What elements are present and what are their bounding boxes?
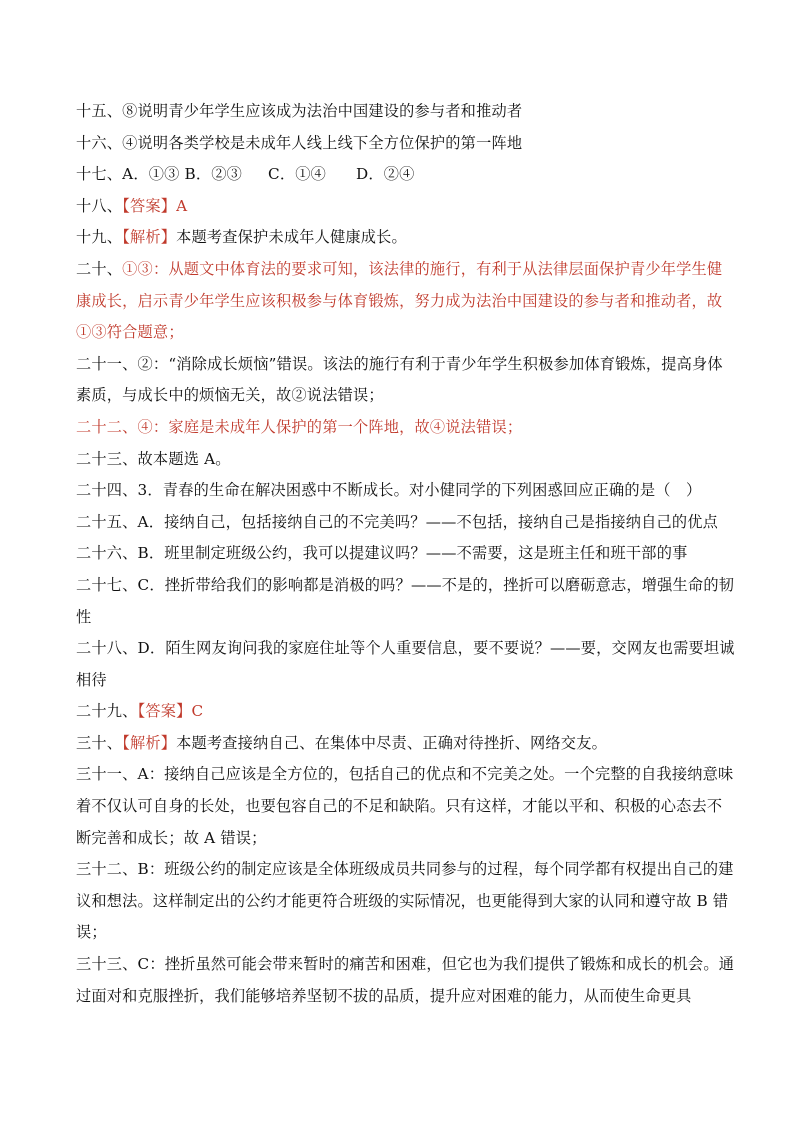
line-16: 十六、④说明各类学校是未成年人线上线下全方位保护的第一阵地	[76, 133, 523, 152]
line-30-analysis	[76, 728, 736, 760]
line-23: 二十三、故本题选 A。	[76, 449, 231, 468]
line-28: 二十八、D．陌生网友询问我的家庭住址等个人重要信息，要不要说？——要，交网友也需要坦诚相待	[76, 639, 735, 689]
line-33: 三十三、C：挫折虽然可能会带来暂时的痛苦和困难，但它也为我们提供了锻炼和成长的机会。通过面对和克服挫折，我们能够培养坚韧不拔的品质，提升应对困难的能力，从而使生命更具	[76, 955, 735, 1005]
option-d: D．②④	[356, 165, 415, 184]
analysis-text: 本题考查接纳自己、在集体中尽责、正确对待挫折、网络交友。	[176, 733, 607, 752]
line-prefix: 十八、	[76, 196, 123, 215]
line-25: 二十五、A．接纳自己，包括接纳自己的不完美吗？——不包括，接纳自己是指接纳自己的优点	[76, 512, 719, 531]
document-page	[76, 96, 736, 1012]
line-21: 二十一、②：“消除成长烦恼”错误。该法的施行有利于青少年学生积极参加体育锻炼，提高身体素质，与成长中的烦恼无关，故②说法错误；	[76, 354, 723, 405]
line-prefix: 十九、	[76, 228, 123, 247]
line-prefix: 二十、	[76, 259, 123, 278]
line-18-answer	[76, 191, 736, 223]
analysis-label: 【解析】	[122, 228, 177, 247]
line-22: 二十二、④：家庭是未成年人保护的第一个阵地，故④说法错误；	[76, 417, 523, 436]
line-29-answer	[76, 696, 736, 728]
line-24-question: 二十四、3．青春的生命在解决困惑中不断成长。对小健同学的下列困惑回应正确的是（ ）	[76, 481, 702, 500]
line-15: 十五、⑧说明青少年学生应该成为法治中国建设的参与者和推动者	[76, 102, 523, 120]
analysis-text: 本题考查保护未成年人健康成长。	[176, 228, 407, 247]
option-c: C．①④	[268, 165, 327, 184]
line-27: 二十七、C．挫折带给我们的影响都是消极的吗？——不是的，挫折可以磨砺意志，增强生命的韧性	[76, 575, 735, 626]
answer-label: 【答案】A	[122, 196, 188, 215]
line-20	[76, 254, 736, 349]
line-17-options	[76, 159, 736, 191]
options-ab: 十七、A．①③ B．②③	[76, 165, 243, 184]
line-31: 三十一、A：接纳自己应该是全方位的，包括自己的优点和不完美之处。一个完整的自我接纳意味着不仅认可自身的长处，也要包容自己的不足和缺陷。只有这样，才能以平和、积极的心态去不断完善和成长；故 A 错误；	[76, 765, 734, 847]
line-26: 二十六、B．班里制定班级公约，我可以提建议吗？——不需要，这是班主任和班干部的事	[76, 544, 688, 563]
line-32: 三十二、B：班级公约的制定应该是全体班级成员共同参与的过程，每个同学都有权提出自己的建议和想法。这样制定出的公约才能更符合班级的实际情况，也更能得到大家的认同和遵守故 B 错误；	[76, 860, 734, 942]
answer-label: 【答案】C	[137, 702, 204, 721]
analysis-label: 【解析】	[122, 733, 177, 752]
line-19-analysis	[76, 222, 736, 254]
line-prefix: 三十、	[76, 733, 123, 752]
line-20-text: ①③：从题文中体育法的要求可知，该法律的施行，有利于从法律层面保护青少年学生健康成长，启示青少年学生应该积极参与体育锻炼，努力成为法治中国建设的参与者和推动者，故①③符合题意；	[76, 259, 723, 342]
line-prefix: 二十九、	[76, 702, 138, 721]
